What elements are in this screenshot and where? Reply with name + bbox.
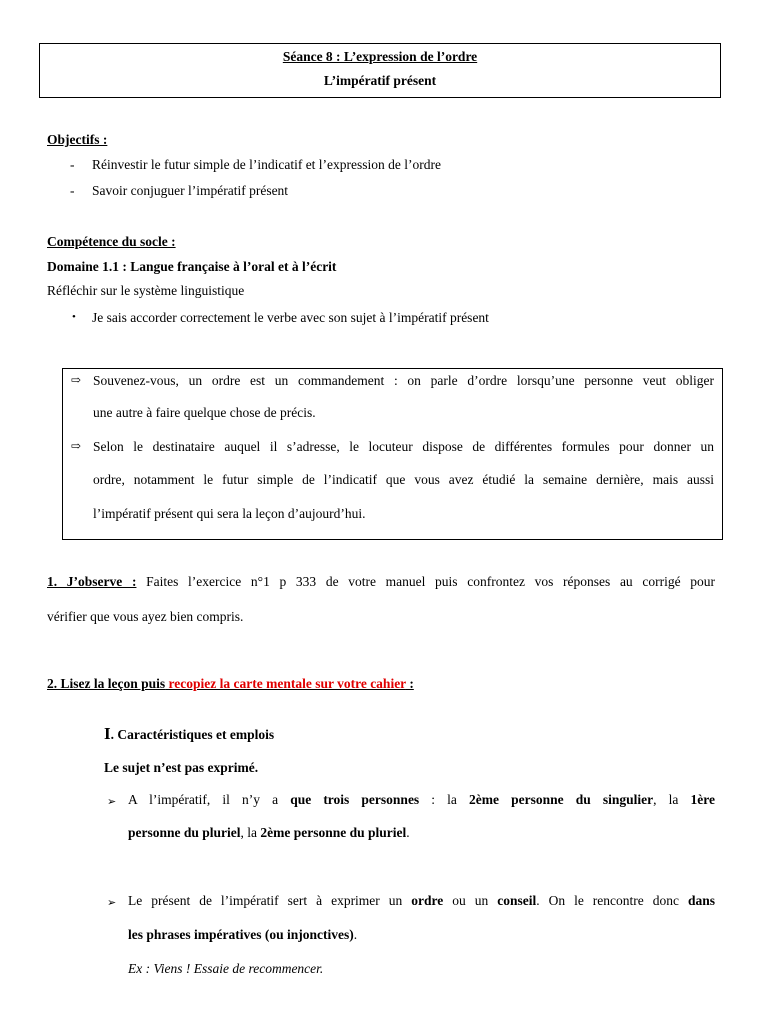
text-run: Le présent de l’impératif sert à exprimer un [128,893,412,908]
dash-marker: - [70,183,75,198]
text-run: . [406,825,410,840]
lesson-point2-line1 [128,893,715,909]
lesson-example: Ex : Viens ! Essaie de recommencer. [128,961,324,976]
section1-line1 [47,574,715,590]
competence-heading: Compétence du socle : [47,234,176,249]
objectives-heading: Objectifs : [47,132,108,147]
section1-text: Faites l’exercice n°1 p 333 de votre manuel puis confrontez vos réponses au corrigé pour [146,574,715,589]
text-run: A l’impératif, il n’y a [128,792,291,807]
section2-instruction [47,676,414,692]
text-run: : la [419,792,470,807]
reminder-box [62,368,723,540]
bold-run: 2ème personne du singulier [469,792,654,807]
subject-note: Le sujet n’est pas exprimé. [104,760,259,775]
section1-line2: vérifier que vous ayez bien compris. [47,609,244,624]
bold-run: conseil [497,893,537,908]
competence-description: Réfléchir sur le système linguistique [47,283,245,298]
section2-label: 2. Lisez la leçon puis [47,676,166,691]
bullet-icon: • [72,311,76,323]
bold-run: personne du pluriel [128,825,241,840]
session-subtitle: L’impératif présent [323,73,437,88]
bold-run: 1ère [690,792,715,807]
bold-run: dans [687,893,716,908]
lesson-point1-line2 [128,825,410,841]
text-run: . [353,927,358,942]
competence-bullet-text: Je sais accorder correctement le verbe avec son sujet à l’impératif présent [92,310,489,325]
text-run: . On le rencontre donc [536,893,688,908]
reminder-point1-line2: une autre à faire quelque chose de précis. [93,405,316,420]
lesson-point1-line1 [128,792,715,808]
bold-run: que trois personnes [290,792,420,807]
chevron-right-icon: ➢ [107,796,117,808]
competence-domain: Domaine 1.1 : Langue française à l’oral et à l’écrit [47,259,337,274]
section2-suffix: : [405,676,414,691]
arrow-right-icon: ⇨ [71,439,82,453]
part-title: . Caractéristiques et emplois [110,727,275,742]
reminder-point2-line3: l’impératif présent qui sera la leçon d’aujourd’hui. [93,506,366,521]
bold-run: 2ème personne du pluriel [260,825,407,840]
arrow-right-icon: ⇨ [71,373,82,387]
objective-text: Savoir conjuguer l’impératif présent [92,183,289,198]
bold-run: les phrases impératives (ou injonctives) [128,927,354,942]
chevron-right-icon: ➢ [107,897,117,909]
lesson-point2-line2 [128,927,357,943]
bold-run: ordre [411,893,444,908]
objective-text: Réinvestir le futur simple de l’indicatif et l’expression de l’ordre [92,157,442,172]
reminder-point2-line2: ordre, notamment le futur simple de l’indicatif que vous avez étudié la semaine dernière, mais aussi [93,472,714,487]
dash-marker: - [70,157,75,172]
session-title: Séance 8 : L’expression de l’ordre [282,49,478,64]
reminder-point1-line1: Souvenez-vous, un ordre est un commandement : on parle d’ordre lorsqu’une personne veut obliger [93,373,714,388]
text-run: ou un [443,893,498,908]
lesson-part-heading [104,724,274,744]
text-run: , la [653,792,691,807]
text-run: , la [240,825,261,840]
title-box [39,43,721,98]
part-numeral: I [104,724,111,743]
reminder-point2-line1: Selon le destinataire auquel il s’adresse, le locuteur dispose de différentes formules pour donner un [93,439,714,454]
section1-label: 1. J’observe : [47,574,137,589]
section2-red-text: recopiez la carte mentale sur votre cahier [168,676,406,691]
